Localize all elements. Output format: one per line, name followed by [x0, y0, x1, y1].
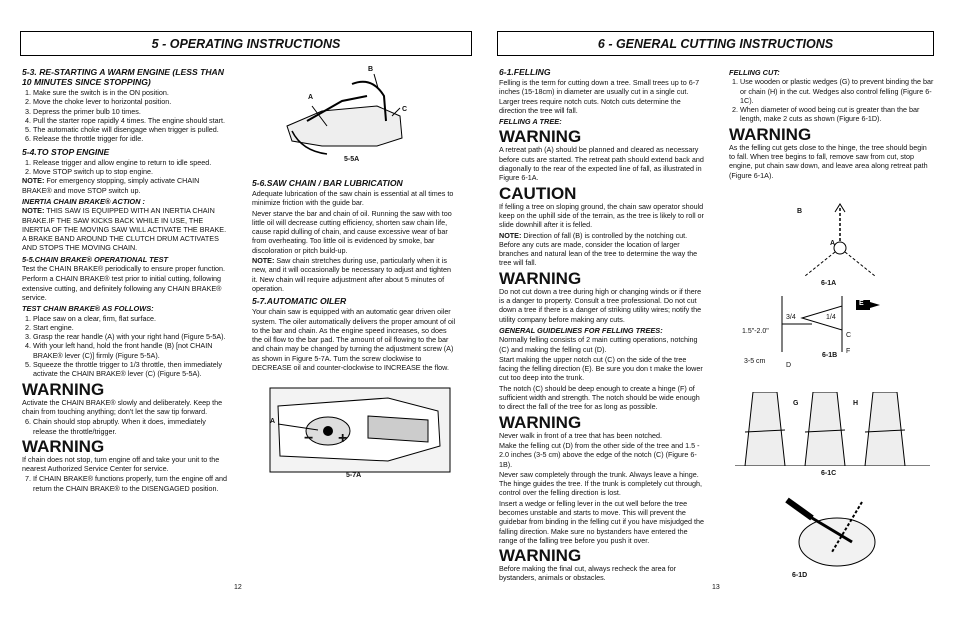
note-label: NOTE:	[22, 206, 45, 216]
figure-label: 1/4	[826, 314, 836, 321]
list-item: 6. Chain should stop abruptly. When it does, immediately release the throttle/trigger.	[33, 417, 227, 436]
warning-heading: WARNING	[499, 127, 582, 147]
brake-step-7	[22, 474, 227, 493]
note-text: Saw chain stretches during use, particularly when it is new, and it will occasionally be necessary to adjust and tighten it. New chain will require adjustment after about 5 minutes of operation.	[252, 256, 451, 293]
guidelines-para-2: Start making the upper notch cut (C) on the side of the tree facing the felling direction (E). Be sure you don t make the lower cut too deep into the trunk.	[499, 354, 703, 383]
oiler-illustration	[268, 386, 453, 474]
felling-subtitle: FELLING A TREE:	[499, 117, 562, 127]
felling-para: Felling is the term for cutting down a tree. Small trees up to 6-7 inches (15-18cm) in diameter are usually cut in a single cut. Larger trees require notch cuts. Notch cuts determine the direction the tree will fall.	[499, 78, 700, 115]
list-item: 4. Pull the starter rope rapidly 4 times. The engine should start.	[33, 116, 227, 125]
list-item: 6. Release the throttle trigger for idle.	[33, 134, 227, 143]
warning-text: Never walk in front of a tree that has been notched.	[499, 430, 663, 440]
felling-cut-steps	[729, 77, 934, 123]
brake-step-6	[22, 417, 227, 436]
figure-6-1c	[735, 392, 930, 480]
note-text: THIS SAW IS EQUIPPED WITH AN INERTIA CHAIN BRAKE.IF THE SAW KICKS BACK WHILE IN USE, THE INERTIA OF THE MOVING SAW WILL ACTIVATE THE BRAKE. A BRAKE BAND AROUND THE CLUTCH DRUM ACTIVATES AND STOPS THE MOVING CHAIN.	[22, 206, 227, 253]
lube-para-1: Adequate lubrication of the saw chain is essential at all times to minimize friction with the guide bar.	[252, 189, 454, 208]
lube-title: 5-6.SAW CHAIN / BAR LUBRICATION	[252, 178, 403, 188]
brake-subtitle: TEST CHAIN BRAKE® AS FOLLOWS:	[22, 304, 154, 314]
figure-6-1a	[765, 200, 915, 292]
brake-steps	[22, 314, 227, 379]
brake-para-2: Perform a CHAIN BRAKE® test prior to initial cutting, following extensive cutting, and definitely following any CHAIN BRAKE® service.	[22, 274, 222, 302]
inertia-note	[22, 206, 227, 252]
left-column-2	[252, 175, 457, 373]
lube-para-2: Never starve the bar and chain of oil. Running the saw with too little oil will decrease cutting efficiency, shorten saw chain life, cause rapid dulling of chain, and cause excessive wear of bar from overheating. Too little oil is evidenced by smoke, bar discoloration or pitch build-up.	[252, 208, 452, 255]
note-text: Direction of fall (B) is controlled by the notching cut. Before any cuts are made, consider the location of larger branches and natural lean of the tree to determine the way the tree will fall.	[499, 230, 698, 268]
right-column-1	[499, 64, 707, 584]
figure-label: A	[308, 94, 314, 101]
figure-label: 3-5 cm	[744, 358, 766, 365]
figure-caption: 6-1B	[822, 352, 838, 359]
brake-para-1: Test the CHAIN BRAKE® periodically to ensure proper function.	[22, 264, 226, 274]
warning-heading: WARNING	[22, 436, 105, 456]
felling-note	[499, 231, 707, 268]
guidelines-title: GENERAL GUIDELINES FOR FELLING TREES:	[499, 325, 663, 335]
plus-label: +	[338, 430, 348, 447]
retreat-path-diagram	[765, 200, 915, 280]
felling-title: 6-1.FELLING	[499, 67, 551, 77]
figure-5-7a	[268, 386, 453, 484]
warning-text: If chain does not stop, turn engine off and take your unit to the nearest Authorized Service Center for service.	[22, 454, 220, 474]
figure-caption: 6-1A	[821, 280, 837, 287]
restart-steps	[22, 88, 227, 144]
right-section-header	[497, 31, 934, 56]
wedges-illustration	[735, 392, 930, 466]
figure-6-1d	[782, 492, 892, 580]
list-item: 2. When diameter of wood being cut is greater than the bar length, make 2 cuts as shown (Figure 6-1D).	[740, 105, 934, 124]
list-item: 1. Place saw on a clear, firm, flat surface.	[33, 314, 227, 323]
figure-label: A	[830, 240, 836, 247]
list-item: 5. The automatic choke will disengage when trigger is pulled.	[33, 125, 227, 134]
figure-caption: 6-1D	[792, 572, 808, 579]
restart-title: 5-3. RE-STARTING A WARM ENGINE (LESS THAN 10 MINUTES SINCE STOPPING)	[22, 67, 224, 87]
list-item: 1. Make sure the switch is in the ON position.	[33, 88, 227, 97]
figure-caption: 5-5A	[344, 156, 360, 163]
figure-label: D	[786, 362, 792, 369]
figure-label: 3/4	[786, 314, 796, 321]
guidelines-para-1: Normally felling consists of 2 main cutting operations, notching (C) and making the felling cut (D).	[499, 335, 698, 354]
two-cuts-illustration	[782, 492, 892, 568]
warning-heading: WARNING	[499, 546, 582, 566]
note-label: NOTE:	[22, 176, 45, 186]
warning-text: Before making the final cut, always recheck the area for bystanders, animals or obstacles.	[499, 564, 676, 583]
figure-6-1b	[742, 296, 892, 369]
list-item: 2. Move the choke lever to horizontal position.	[33, 97, 227, 106]
page-number-right: 13	[712, 584, 720, 591]
list-item: 1. Use wooden or plastic wedges (G) to prevent binding the bar or chain (H) in the cut. Wedges also control felling (Figure 6-1C).	[740, 77, 934, 105]
guidelines-para-3: The notch (C) should be deep enough to create a hinge (F) of sufficient width and strength. The notch should be wide enough to direct the fall of the tree for as long as possible.	[499, 383, 700, 412]
felling-para-6: Insert a wedge or felling lever in the cut well before the tree becomes unstable and starts to move. This will prevent the guidebar from binding in the felling cut if you have misjudged the falling direction. Make sure no bystanders have entered the range of the falling tree before you push it over.	[499, 498, 704, 545]
figure-label: E	[859, 300, 864, 307]
figure-label: C	[846, 332, 852, 339]
minus-label: −	[304, 430, 314, 447]
list-item: 2. Move STOP switch up to stop engine.	[33, 167, 227, 176]
stop-note	[22, 176, 227, 195]
note-label: NOTE:	[499, 230, 522, 240]
list-item: 3. Grasp the rear handle (A) with your right hand (Figure 5-5A).	[33, 332, 227, 341]
felling-para-4: Make the felling cut (D) from the other side of the tree and 1.5 - 2.0 inches (3-5 cm) above the edge of the notch (C) (Figure 6-1B).	[499, 440, 700, 469]
figure-5-5a	[282, 66, 417, 170]
oiler-title: 5-7.AUTOMATIC OILER	[252, 296, 347, 307]
brake-title: 5-5.CHAIN BRAKE® OPERATIONAL TEST	[22, 254, 169, 264]
oiler-para: Your chain saw is equipped with an automatic gear driven oiler system. The oiler automatically delivers the proper amount of oil to the bar and chain. As the engine speed increases, so does the oil flow to the bar pad. The amount of oil flowing to the bar and chain may be changed by turning the adjustment screw (A) as shown in Figure 5-7A. Turn the screw clockwise to DECREASE oil and counter-clockwise to INCREASE the flow.	[252, 307, 456, 373]
right-column-2	[729, 66, 934, 181]
warning-text: Do not cut down a tree during high or changing winds or if there is a danger to property. Consult a tree professional. Do not cut down a tree if there is a danger of striking utility wires; notify the utility company before making any cuts.	[499, 286, 702, 324]
caution-text: If felling a tree on sloping ground, the chain saw operator should keep on the uphill side of the terrain, as the tree is likely to roll or slide downhill after it is felled.	[499, 201, 704, 230]
left-section-header	[20, 31, 472, 56]
figure-label: H	[853, 400, 859, 407]
list-item: 5. Squeeze the throttle trigger to 1/3 throttle, then immediately activate the CHAIN BRAKE® lever (C) (Figure 5-5A).	[33, 360, 227, 379]
warning-heading: WARNING	[729, 124, 812, 144]
stop-steps	[22, 158, 227, 177]
warning-text: As the felling cut gets close to the hinge, the tree should begin to fall. When tree begins to fall, remove saw from cut, stop engine, put chain saw down, and leave area along retreat path (Figure 6-1A).	[729, 142, 928, 180]
left-column-1	[22, 64, 227, 493]
notch-cut-diagram	[742, 296, 892, 352]
chainsaw-illustration	[282, 66, 417, 170]
felling-cut-title: FELLING CUT:	[729, 68, 780, 77]
stop-title: 5-4.TO STOP ENGINE	[22, 146, 110, 157]
left-header-title: 5 - OPERATING INSTRUCTIONS	[151, 36, 341, 51]
page-number-left: 12	[234, 584, 242, 591]
figure-label: B	[368, 66, 374, 73]
warning-heading: WARNING	[499, 268, 582, 288]
figure-label: A	[270, 418, 276, 425]
figure-label: C	[402, 106, 408, 113]
warning-heading: WARNING	[499, 412, 582, 432]
warning-heading: WARNING	[22, 379, 105, 399]
right-header-title: 6 - GENERAL CUTTING INSTRUCTIONS	[597, 36, 834, 51]
lube-note	[252, 256, 457, 293]
note-label: NOTE:	[252, 256, 275, 266]
warning-text: A retreat path (A) should be planned and cleared as necessary before cuts are started. The retreat path should extend back and diagonally to the rear of the expected line of fall, as illustrated in Figure 6-1A.	[499, 145, 704, 183]
list-item: 3. Depress the primer bulb 10 times.	[33, 107, 227, 116]
list-item: 2. Start engine.	[33, 323, 227, 332]
list-item: 1. Release trigger and allow engine to return to idle speed.	[33, 158, 227, 167]
figure-caption: 5-7A	[346, 472, 362, 479]
caution-heading: CAUTION	[499, 183, 577, 203]
figure-label: 1.5"-2.0"	[742, 328, 769, 335]
figure-caption: 6-1C	[821, 470, 837, 477]
list-item: 4. With your left hand, hold the front handle (B) [not CHAIN BRAKE® lever (C)] firmly (Figure 5-5A).	[33, 341, 227, 360]
inertia-title: INERTIA CHAIN BRAKE® ACTION :	[22, 196, 146, 206]
list-item: 7. If CHAIN BRAKE® functions properly, turn the engine off and return the CHAIN BRAKE® to the DISENGAGED position.	[33, 474, 227, 493]
figure-label: F	[846, 348, 851, 355]
felling-para-5: Never saw completely through the trunk. Always leave a hinge. The hinge guides the tree. If the trunk is completely cut through, control over the felling direction is lost.	[499, 469, 702, 498]
figure-label: B	[797, 208, 803, 215]
note-text: For emergency stopping, simply activate CHAIN BRAKE® and move STOP switch up.	[22, 176, 200, 195]
warning-text: Activate the CHAIN BRAKE® slowly and deliberately. Keep the chain from touching anything; don't let the saw tip forward.	[22, 397, 223, 416]
figure-label: G	[793, 400, 799, 407]
